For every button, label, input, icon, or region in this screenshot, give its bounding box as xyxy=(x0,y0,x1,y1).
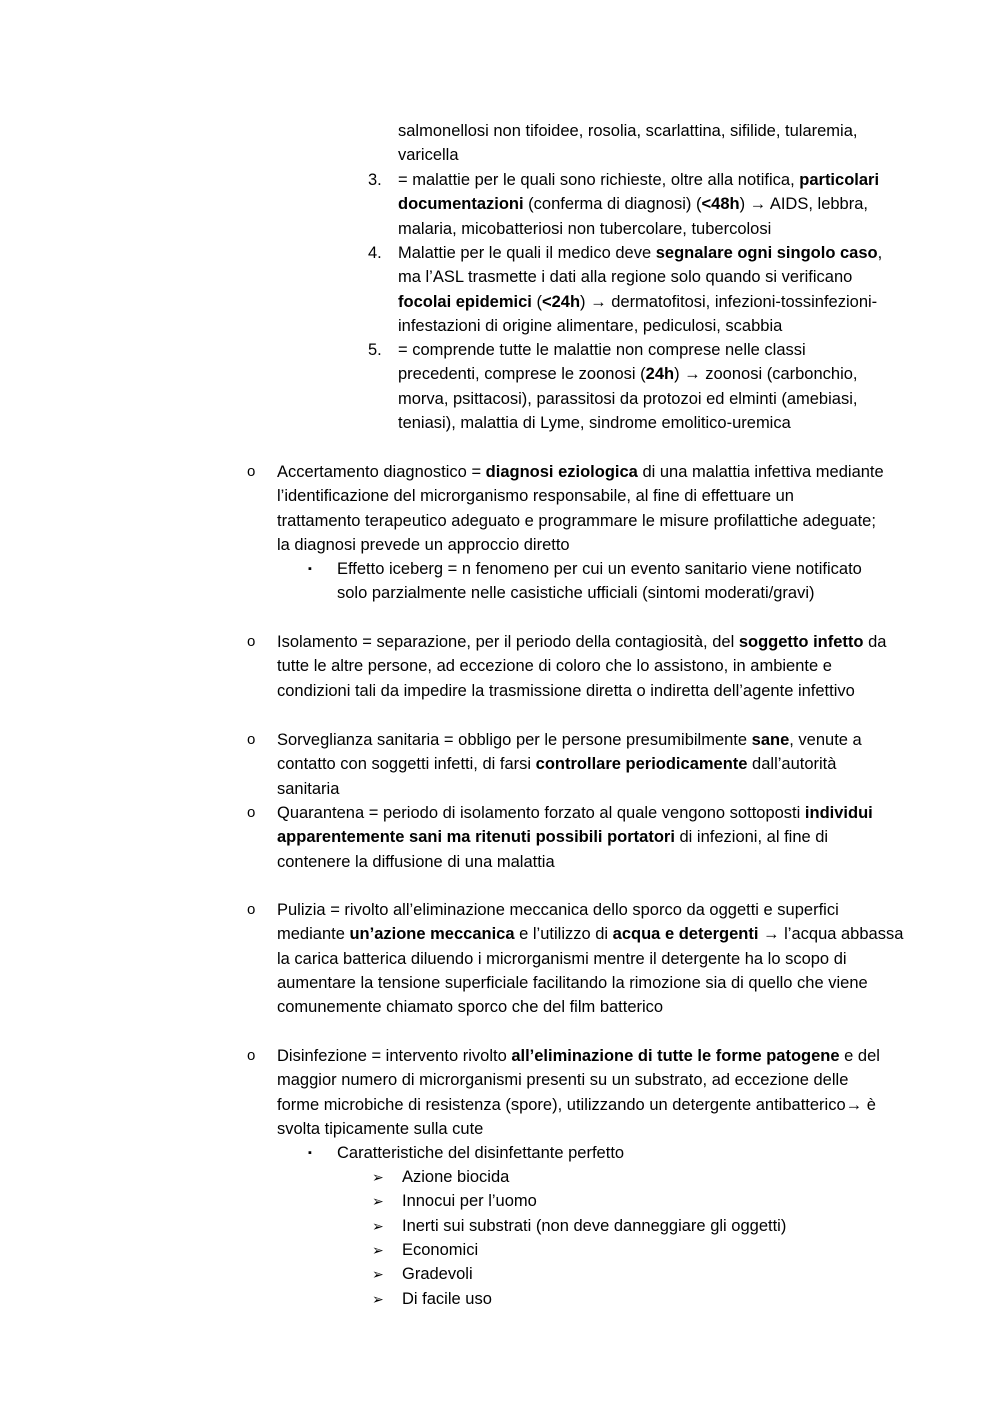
section-disinfezione-line: forme microbiche di resistenza (spore), utilizzando un detergente antibatterico→ è xyxy=(277,1095,876,1114)
section-isolamento-line: condizioni tali da impedire la trasmissione diretta o indiretta dell’agente infettivo xyxy=(277,681,855,700)
arrow-bullet: ➢ xyxy=(372,1266,384,1283)
bullet-quarantena: o xyxy=(247,804,256,821)
list-item-2-line: varicella xyxy=(398,146,459,165)
property-item-line: Inerti sui substrati (non deve danneggiare gli oggetti) xyxy=(402,1216,787,1235)
list-item-5-line: teniasi), malattia di Lyme, sindrome emolitico-uremica xyxy=(398,414,791,433)
section-disinfezione-line: svolta tipicamente sulla cute xyxy=(277,1120,484,1139)
list-item-4-line: infestazioni di origine alimentare, pediculosi, scabbia xyxy=(398,317,783,336)
section-quarantena-line: apparentemente sani ma ritenuti possibili portatori di infezioni, al fine di xyxy=(277,828,829,847)
bullet-sorveglianza: o xyxy=(247,731,256,748)
property-item-line: Economici xyxy=(402,1241,479,1260)
arrow-bullet: ➢ xyxy=(372,1217,384,1234)
list-item-2-line: salmonellosi non tifoidee, rosolia, scarlattina, sifilide, tularemia, xyxy=(398,122,858,140)
section-isolamento-line: tutte le altre persone, ad eccezione di coloro che lo assistono, in ambiente e xyxy=(277,657,832,676)
section-sorveglianza-line: contatto con soggetti infetti, di farsi controllare periodicamente dall’autorità xyxy=(277,755,837,774)
section-pulizia-line: mediante un’azione meccanica e l’utilizzo di acqua e detergenti → l’acqua abbassa xyxy=(277,925,904,944)
property-item-line: Azione biocida xyxy=(402,1168,510,1186)
section-accertamento-line: l’identificazione del microrganismo responsabile, al fine di effettuare un xyxy=(277,487,794,506)
property-item-line: Di facile uso xyxy=(402,1289,492,1308)
bullet-disinfezione: o xyxy=(247,1047,256,1064)
bullet-caratteristiche: ▪ xyxy=(308,1147,312,1159)
section-disinfezione-line: maggior numero di microrganismi presenti su un substrato, ad eccezione delle xyxy=(277,1071,849,1090)
list-item-4-line: focolai epidemici (<24h) → dermatofitosi, infezioni-tossinfezioni- xyxy=(398,292,878,311)
list-item-4-line: Malattie per le quali il medico deve segnalare ogni singolo caso, xyxy=(398,244,883,262)
list-number-4: 4. xyxy=(368,244,382,262)
section-accertamento-line: la diagnosi prevede un approccio diretto xyxy=(277,536,570,555)
section-iceberg-line: Effetto iceberg = n fenomeno per cui un evento sanitario viene notificato xyxy=(337,560,862,578)
list-item-3-line: = malattie per le quali sono richieste, oltre alla notifica, particolari xyxy=(398,171,880,189)
section-isolamento-line: Isolamento = separazione, per il periodo della contagiosità, del soggetto infetto da xyxy=(277,633,887,651)
section-quarantena-line: contenere la diffusione di una malattia xyxy=(277,852,555,871)
list-item-5-line: morva, psittacosi), parassitosi da protozoi ed elminti (amebiasi, xyxy=(398,389,858,408)
section-iceberg-line: solo parzialmente nelle casistiche ufficiali (sintomi moderati/gravi) xyxy=(337,584,815,603)
list-item-5-line: precedenti, comprese le zoonosi (24h) → zoonosi (carbonchio, xyxy=(398,365,858,384)
list-item-3-line: documentazioni (conferma di diagnosi) (<48h) → AIDS, lebbra, xyxy=(398,195,868,214)
bullet-iceberg: ▪ xyxy=(308,563,312,575)
section-quarantena-line: Quarantena = periodo di isolamento forzato al quale vengono sottoposti individui xyxy=(277,804,873,822)
bullet-isolamento: o xyxy=(247,633,256,650)
bullet-accertamento: o xyxy=(247,463,256,480)
section-pulizia-line: Pulizia = rivolto all’eliminazione meccanica dello sporco da oggetti e superfici xyxy=(277,901,839,919)
list-item-4-line: ma l’ASL trasmette i dati alla regione solo quando si verificano xyxy=(398,268,853,287)
list-item-3-line: malaria, micobatteriosi non tubercolare, tubercolosi xyxy=(398,219,772,238)
property-item-line: Innocui per l’uomo xyxy=(402,1192,537,1211)
section-pulizia-line: comunemente chiamato sporco che del film batterico xyxy=(277,998,664,1017)
section-sorveglianza-line: sanitaria xyxy=(277,779,340,798)
property-item-line: Gradevoli xyxy=(402,1265,473,1284)
arrow-bullet: ➢ xyxy=(372,1290,384,1307)
arrow-bullet: ➢ xyxy=(372,1193,384,1210)
section-disinfezione-line: Disinfezione = intervento rivolto all’eliminazione di tutte le forme patogene e del xyxy=(277,1047,880,1065)
list-item-5-line: = comprende tutte le malattie non comprese nelle classi xyxy=(398,341,806,359)
section-pulizia-line: la carica batterica diluendo i microrganismi mentre il detergente ha lo scopo di xyxy=(277,949,847,968)
bullet-pulizia: o xyxy=(247,901,256,918)
section-sorveglianza-line: Sorveglianza sanitaria = obbligo per le persone presumibilmente sane, venute a xyxy=(277,731,862,749)
section-caratteristiche-line: Caratteristiche del disinfettante perfetto xyxy=(337,1144,625,1162)
section-accertamento-line: trattamento terapeutico adeguato e programmare le misure profilattiche adeguate; xyxy=(277,511,876,530)
section-accertamento-line: Accertamento diagnostico = diagnosi eziologica di una malattia infettiva mediante xyxy=(277,463,884,481)
list-number-5: 5. xyxy=(368,341,382,359)
section-pulizia-line: aumentare la tensione superficiale facilitando la rimozione sia di quello che viene xyxy=(277,974,868,993)
list-number-3: 3. xyxy=(368,171,382,189)
arrow-bullet: ➢ xyxy=(372,1169,384,1185)
arrow-bullet: ➢ xyxy=(372,1242,384,1259)
